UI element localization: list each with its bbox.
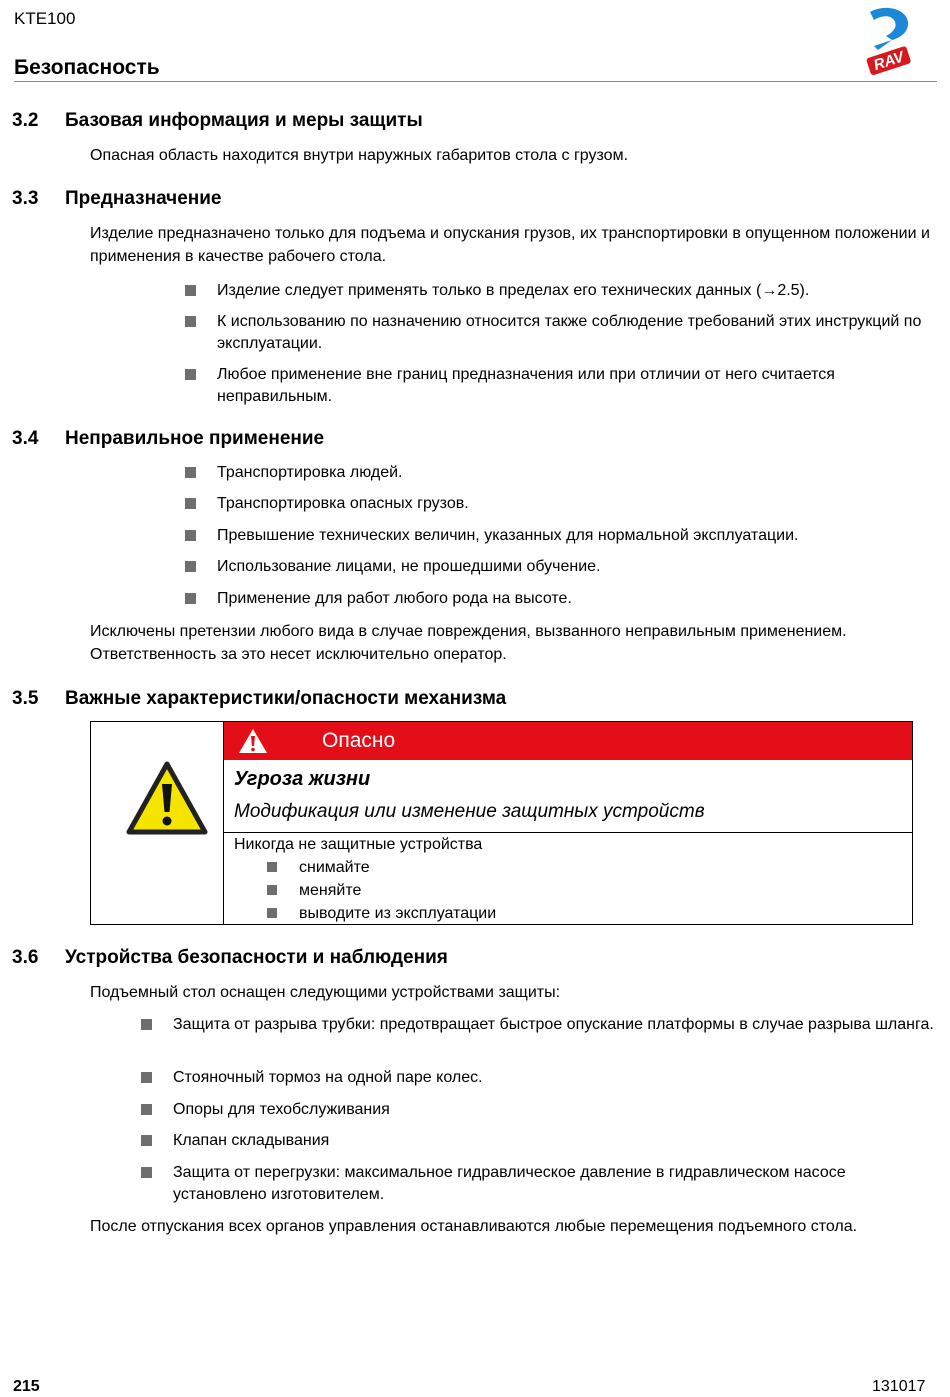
section-heading-3-3: 3.3 Предназначение	[12, 188, 222, 209]
threat-title: Угроза жизни	[234, 768, 371, 790]
list-item: Изделие следует применять только в пределах его технических данных (→2.5).	[217, 280, 937, 302]
document-code: KTE100	[14, 9, 76, 28]
list-item: К использованию по назначению относится также соблюдение требований этих инструкций по эксплуатации.	[217, 311, 937, 355]
danger-header-bar	[224, 722, 912, 760]
list-item: Транспортировка опасных грузов.	[217, 493, 937, 515]
paragraph-danger-area: Опасная область находится внутри наружных габаритов стола с грузом.	[90, 147, 629, 164]
warning-triangle-icon	[126, 760, 208, 836]
paragraph-liability: Исключены претензии любого вида в случае повреждения, вызванного неправильным применением. Ответственность за это несет исключительно оператор.	[90, 623, 847, 663]
list-item: меняйте	[299, 880, 361, 902]
paragraph-intended-use: Изделие предназначено только для подъема и опускания грузов, их транспортировки в опущенном положении и применения в качестве рабочего стола.	[90, 225, 930, 265]
section-heading-3-6: 3.6 Устройства безопасности и наблюдения	[12, 947, 448, 968]
list-item: Стояночный тормоз на одной паре колес.	[173, 1067, 943, 1089]
section-heading-3-2: 3.2 Базовая информация и меры защиты	[12, 110, 423, 131]
list-item: Использование лицами, не прошедшими обучение.	[217, 556, 937, 578]
danger-warning-box	[90, 721, 913, 925]
list-item: снимайте	[299, 857, 370, 879]
list-item: Клапан складывания	[173, 1130, 943, 1152]
list-item: Опоры для техобслуживания	[173, 1099, 943, 1121]
page-number: 215	[13, 1378, 40, 1395]
danger-icon	[238, 728, 268, 754]
warning-divider	[224, 832, 912, 833]
list-item: Защита от перегрузки: максимальное гидравлическое давление в гидравлическом насосе установлено изготовителем.	[173, 1162, 943, 1206]
list-item: Применение для работ любого рода на высоте.	[217, 588, 937, 610]
threat-cause: Модификация или изменение защитных устройств	[234, 801, 705, 822]
chapter-title: Безопасность	[14, 56, 160, 79]
paragraph-controls-release: После отпускания всех органов управления останавливаются любые перемещения подъемного стола.	[90, 1218, 858, 1235]
list-item: Превышение технических величин, указанных для нормальной эксплуатации.	[217, 525, 937, 547]
warning-instruction: Никогда не защитные устройства	[234, 836, 483, 853]
list-item: выводите из эксплуатации	[299, 903, 496, 925]
document-date: 131017	[872, 1378, 926, 1395]
list-item: Транспортировка людей.	[217, 462, 937, 484]
danger-label: Опасно	[322, 729, 396, 752]
list-item: Любое применение вне границ предназначения или при отличии от него считается неправильным.	[217, 364, 937, 408]
warning-symbol-cell	[91, 722, 224, 924]
list-item: Защита от разрыва трубки: предотвращает быстрое опускание платформы в случае разрыва шланга.	[173, 1014, 943, 1036]
rav-logo	[862, 6, 914, 76]
header-divider	[14, 81, 937, 82]
section-heading-3-5: 3.5 Важные характеристики/опасности механизма	[12, 688, 507, 709]
paragraph-safety-devices: Подъемный стол оснащен следующими устройствами защиты:	[90, 984, 561, 1001]
logo-text: RAV	[871, 48, 906, 75]
section-heading-3-4: 3.4 Неправильное применение	[12, 428, 325, 449]
